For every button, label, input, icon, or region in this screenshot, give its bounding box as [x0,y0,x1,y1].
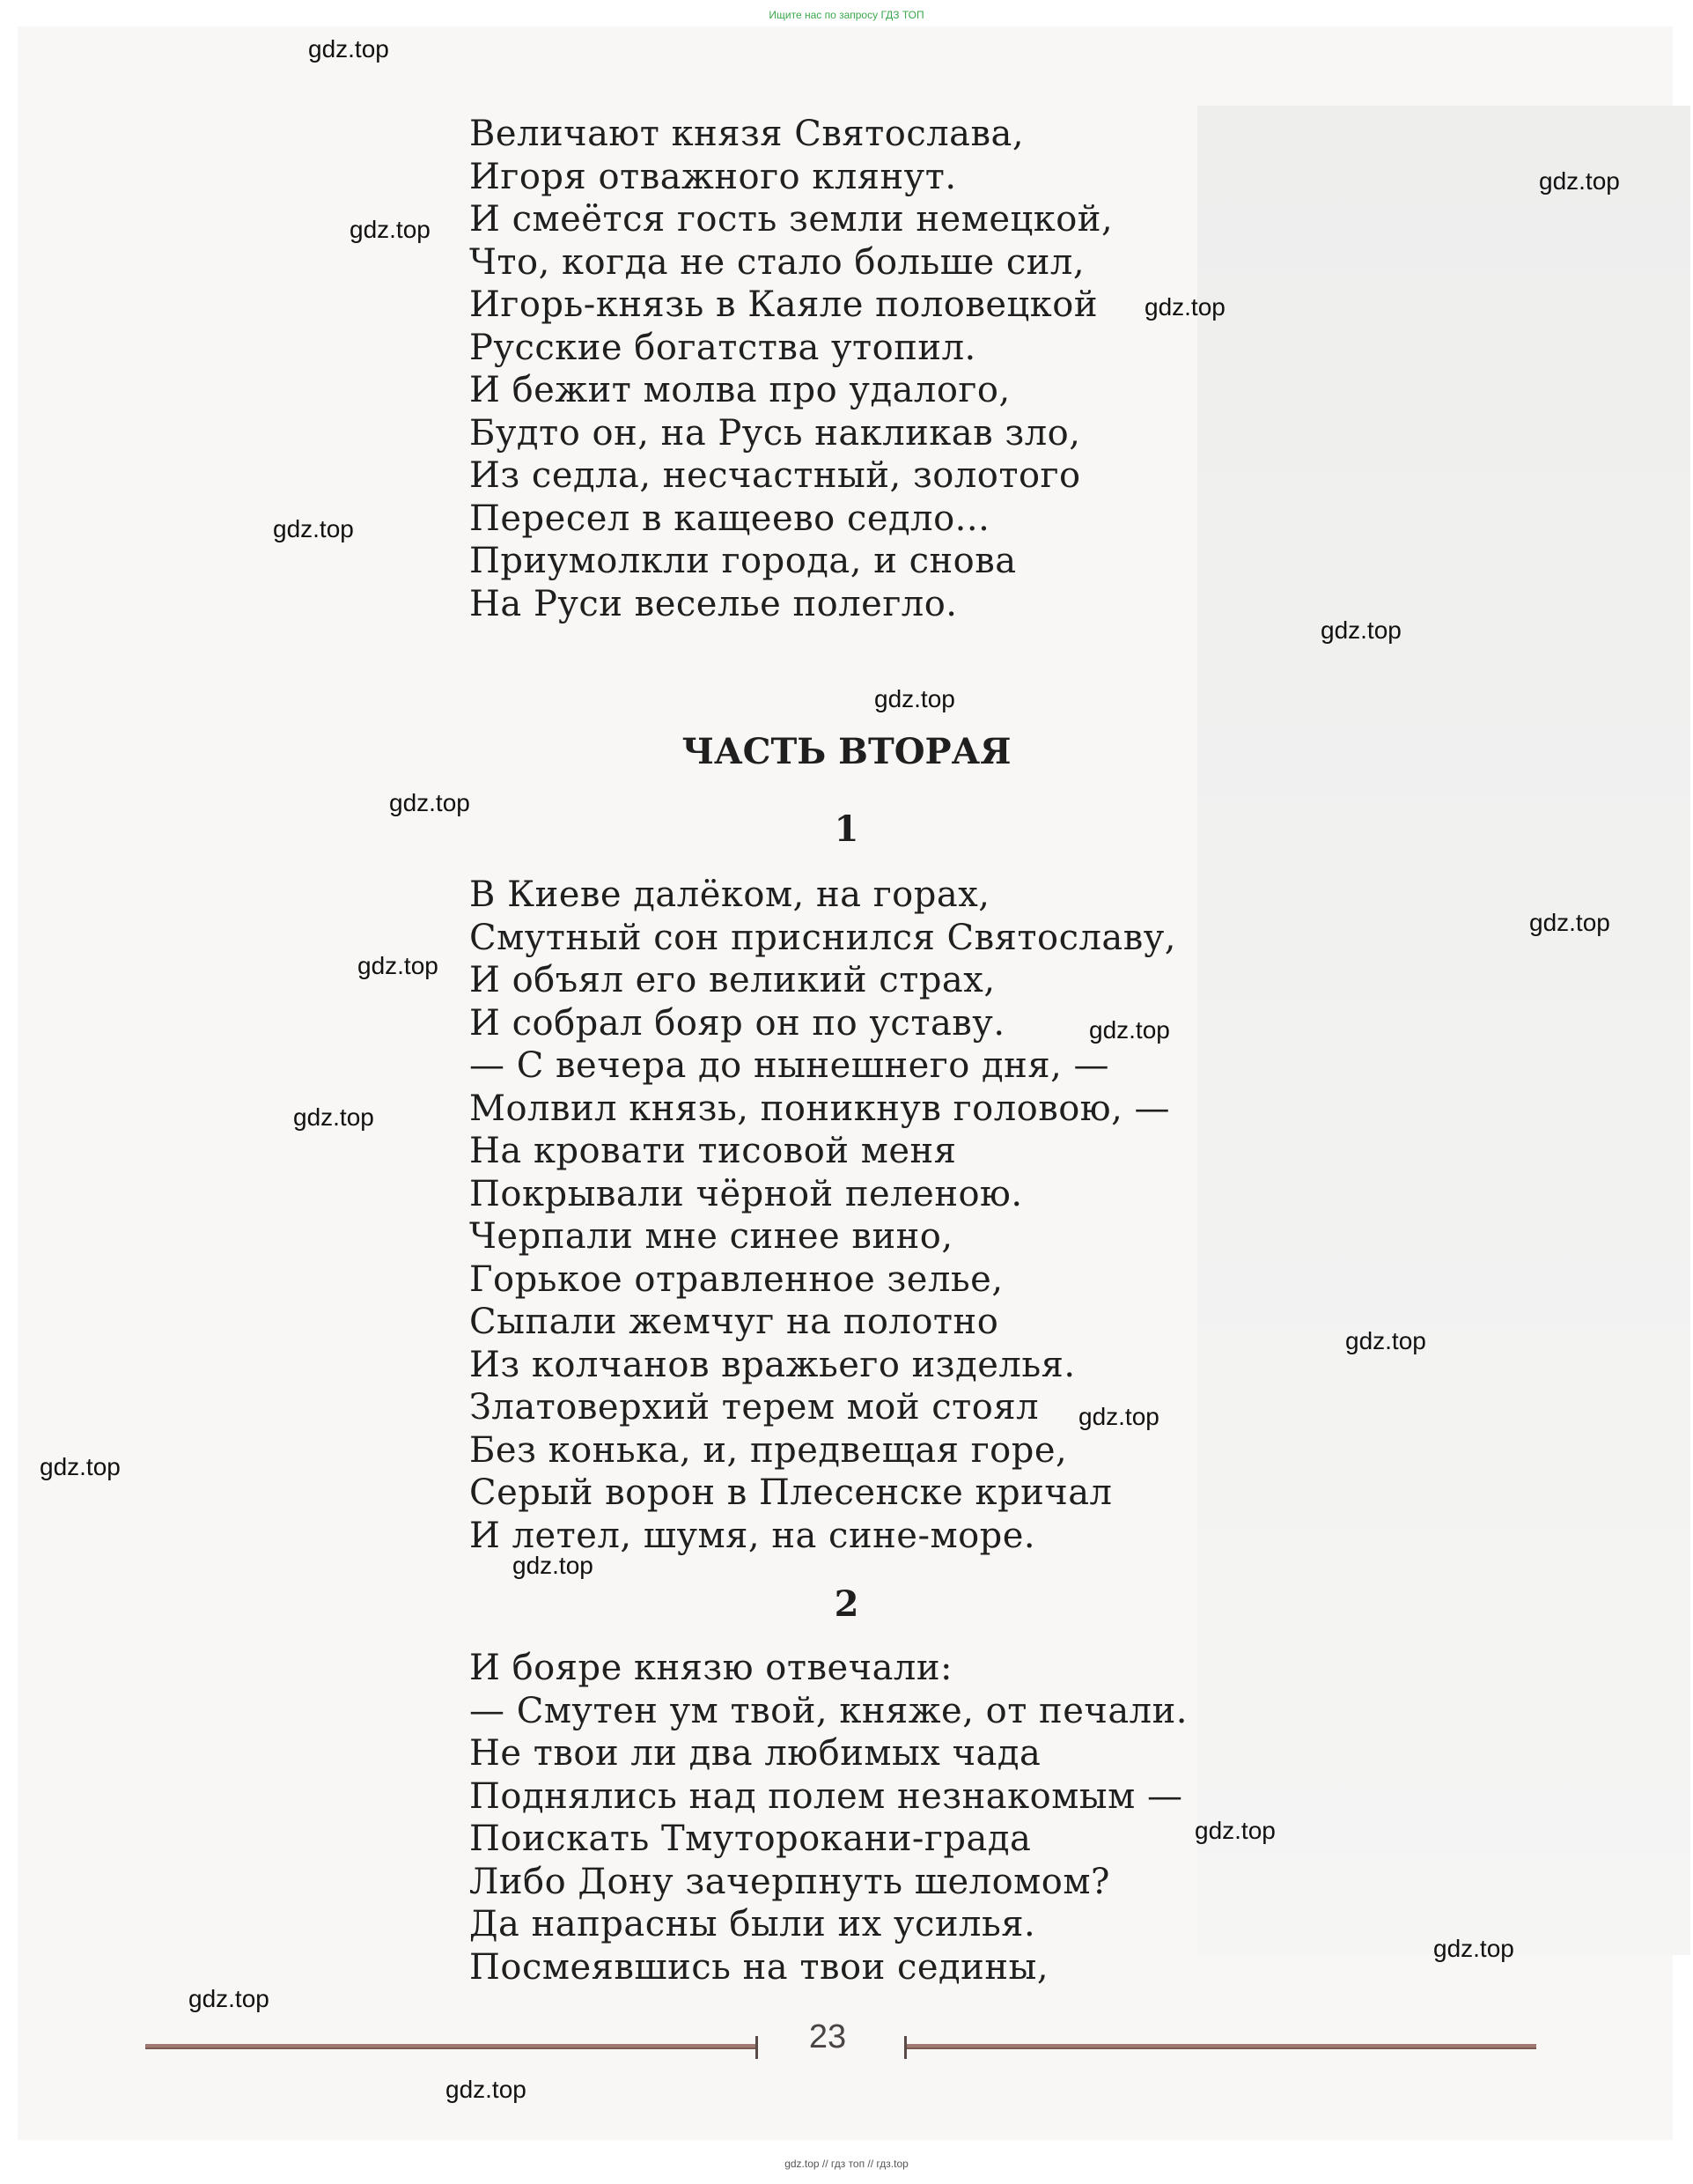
poem-line: Покрывали чёрной пеленою. [469,1173,1023,1214]
poem-line: Смутный сон приснился Святославу, [469,917,1177,958]
watermark: gdz.top [1078,1403,1159,1430]
poem-line: Не твои ли два любимых чада [469,1733,1042,1774]
poem-top [469,113,1113,625]
watermark: gdz.top [1089,1016,1170,1044]
watermark: gdz.top [1433,1935,1514,1962]
poem-line: Русские богатства утопил. [469,327,976,368]
poem-line: Молвил князь, поникнув головою, — [469,1088,1171,1129]
poem-line: Приумолкли города, и снова [469,541,1017,581]
poem-line: Серый ворон в Плесенске кричал [469,1472,1113,1513]
poem-line: Пересел в кащеево седло... [469,498,990,539]
watermark: gdz.top [357,952,438,979]
poem-line: Да напрасны были их усилья. [469,1904,1036,1944]
watermark: gdz.top [293,1103,374,1131]
watermark: gdz.top [273,515,354,542]
watermark: gdz.top [1321,616,1402,644]
poem-line: Что, когда не стало больше сил, [469,241,1086,283]
watermark: gdz.top [1529,909,1610,936]
top-banner[interactable]: Ищите нас по запросу ГДЗ ТОП [769,9,924,21]
poem-line: Игорь-князь в Каяле половецкой [469,284,1098,325]
poem-line: Либо Дону зачерпнуть шеломом? [469,1861,1110,1902]
watermark: gdz.top [308,35,389,63]
poem-line: И смеётся гость земли немецкой, [469,199,1114,240]
watermark: gdz.top [1145,293,1226,321]
poem-line: Сыпали жемчуг на полотно [469,1302,999,1342]
page-number: 23 [808,2018,847,2055]
watermark: gdz.top [445,2076,526,2103]
poem-line: Будто он, на Русь накликав зло, [469,412,1081,454]
footer-rule-right [907,2044,1536,2049]
footer-rule-left [145,2044,757,2049]
poem-line: И летел, шумя, на сине-море. [469,1515,1036,1556]
section-number-2: 2 [834,1583,859,1625]
watermark: gdz.top [874,685,955,712]
watermark: gdz.top [350,216,431,243]
part-title: ЧАСТЬ ВТОРАЯ [681,731,1012,772]
watermark: gdz.top [188,1985,269,2012]
poem-line: Горькое отравленное зелье, [469,1258,1004,1300]
poem-line: — С вечера до нынешнего дня, — [469,1045,1109,1086]
watermark: gdz.top [389,789,470,816]
poem-line: Игоря отважного клянут. [469,156,957,197]
poem-line: Из седла, несчастный, золотого [469,455,1081,496]
watermark: gdz.top [40,1453,121,1480]
poem-line: И бежит молва про удалого, [469,370,1011,410]
poem-line: Черпали мне синее вино, [469,1216,953,1257]
poem-line: И собрал бояр он по уставу. [469,1002,1005,1044]
poem-line: На Руси веселье полегло. [469,583,958,624]
watermark: gdz.top [512,1552,593,1579]
section-number-1: 1 [834,808,859,850]
poem-line: Поискать Тмуторокани-града [469,1819,1032,1859]
watermark: gdz.top [1539,167,1620,195]
poem-line: В Киеве далёком, на горах, [469,874,990,915]
poem-line: Из колчанов вражьего изделья. [469,1344,1076,1385]
poem-line: И объял его великий страх, [469,960,996,1000]
poem-line: На кровати тисовой меня [469,1131,957,1171]
footer-rule-tick-left [755,2036,758,2059]
poem-line: — Смутен ум твой, княже, от печали. [469,1690,1188,1731]
poem-line: Поднялись над полем незнакомым — [469,1775,1183,1817]
poem-line: Златоверхий терем мой стоял [469,1387,1040,1428]
poem-section-1 [469,874,1176,1557]
bleed-through-shade [1197,106,1690,1955]
poem-line: Величают князя Святослава, [469,114,1025,154]
bottom-banner[interactable]: gdz.top // гдз топ // гдз.top [784,2158,909,2170]
poem-line: И бояре князю отвечали: [469,1648,953,1688]
poem-section-2 [469,1647,1188,1988]
watermark: gdz.top [1345,1327,1426,1354]
poem-line: Посмеявшись на твои седины, [469,1946,1049,1988]
watermark: gdz.top [1195,1817,1276,1844]
poem-line: Без конька, и, предвещая горе, [469,1429,1068,1471]
